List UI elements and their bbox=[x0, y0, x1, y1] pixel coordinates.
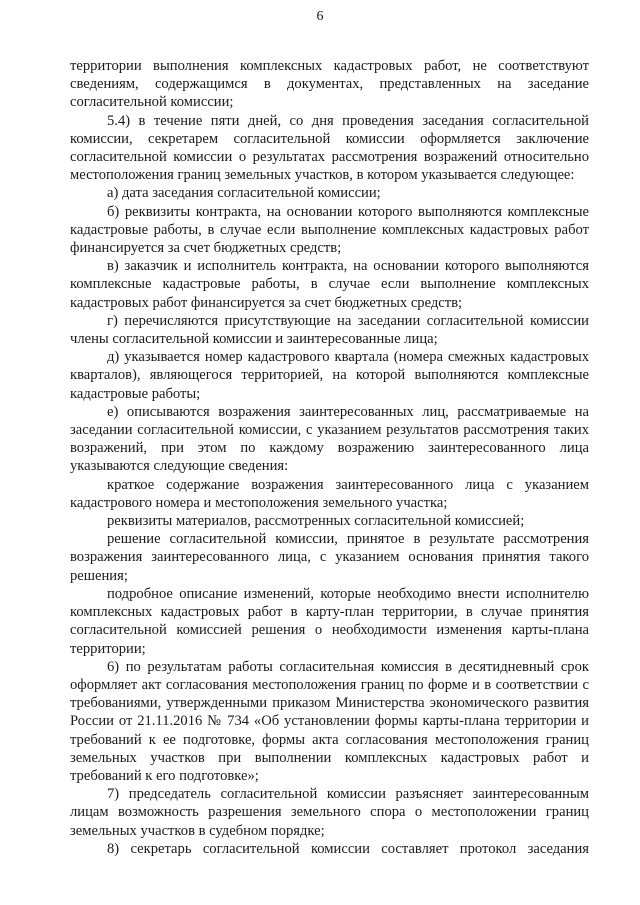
paragraph: 8) секретарь согласительной комиссии составляет протокол заседания bbox=[107, 840, 589, 857]
paragraph: в) заказчик и исполнитель контракта, на основании которого выполняются комплексные кадастровые работы, в случае если выполнение комплексных кадастровых работ финансируется за счет бюджетных средств; bbox=[70, 258, 589, 311]
page-number: 6 bbox=[316, 9, 324, 24]
paragraph: 7) председатель согласительной комиссии разъясняет заинтересованным лицам возможность разрешения земельного спора о местоположении границ земельных участков в судебном порядке; bbox=[70, 786, 589, 839]
paragraph: 5.4) в течение пяти дней, со дня проведения заседания согласительной комиссии, секретарем согласительной комиссии оформляется заключение согласительной комиссии о результатах рассмотрения возражений относительно местоположения границ земельных участков, в котором указывается следующее: bbox=[70, 112, 589, 184]
paragraph: подробное описание изменений, которые необходимо внести исполнителю комплексных кадастровых работ в карту-план территории, в случае принятия согласительной комиссией решения о необходимости изменения карты-плана территории; bbox=[70, 585, 589, 657]
paragraph: е) описываются возражения заинтересованных лиц, рассматриваемые на заседании согласительной комиссии, с указанием результатов рассмотрения таких возражений, при этом по каждому возражению заинтересованного лица указываются следующие сведения: bbox=[70, 403, 589, 475]
paragraph: а) дата заседания согласительной комиссии; bbox=[107, 185, 381, 202]
paragraph: решение согласительной комиссии, принятое в результате рассмотрения возражения заинтересованного лица, с указанием основания принятия такого решения; bbox=[70, 531, 589, 584]
paragraph: б) реквизиты контракта, на основании которого выполняются комплексные кадастровые работы, в случае если выполнение комплексных кадастровых работ финансируется за счет бюджетных средств; bbox=[70, 203, 589, 257]
paragraph: д) указывается номер кадастрового квартала (номера смежных кадастровых кварталов), являющегося территорией, на которой выполняются комплексные кадастровые работы; bbox=[70, 349, 589, 402]
paragraph: краткое содержание возражения заинтересованного лица с указанием кадастрового номера и местоположения земельного участка; bbox=[70, 476, 589, 511]
paragraph: 6) по результатам работы согласительная комиссия в десятидневный срок оформляет акт согласования местоположения границ по форме и в соответствии с требованиями, утвержденными приказом Министерства экономического развития России от 21.11.2016 № 734 «Об установлении формы карты-плана территории и требований к ее подготовке, формы акта согласования местоположения границ земельных участков при выполнении комплексных кадастровых работ и требований к его подготовке»; bbox=[70, 658, 589, 784]
paragraph: реквизиты материалов, рассмотренных согласительной комиссией; bbox=[107, 513, 525, 530]
paragraph: территории выполнения комплексных кадастровых работ, не соответствуют сведениям, содержащимся в документах, представленных на заседание согласительной комиссии; bbox=[70, 58, 589, 111]
document-body bbox=[70, 57, 589, 858]
paragraph: г) перечисляются присутствующие на заседании согласительной комиссии члены согласительной комиссии и заинтересованные лица; bbox=[70, 312, 589, 348]
